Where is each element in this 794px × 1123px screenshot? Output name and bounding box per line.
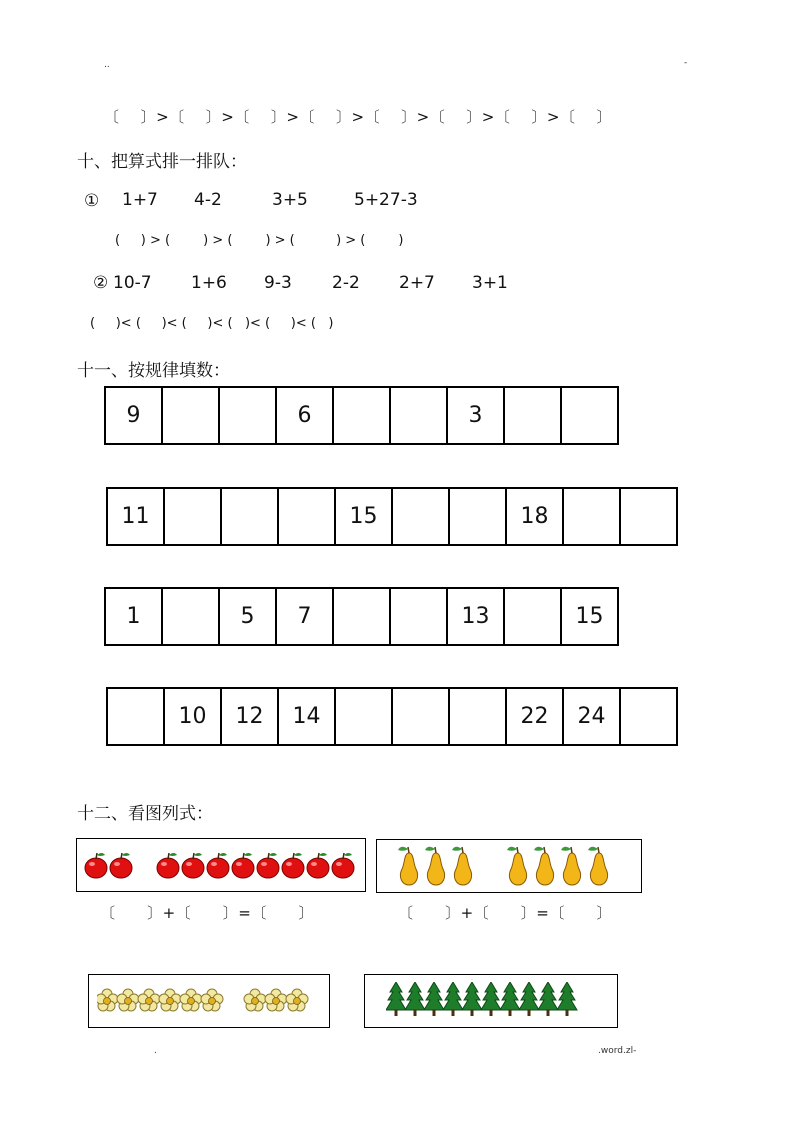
flower-icon: [138, 989, 160, 1011]
apple-icon: [182, 853, 204, 878]
tree-icon: [386, 982, 406, 1016]
sequence-row-4: [106, 687, 678, 746]
seq1-cell[interactable]: 9: [105, 387, 162, 444]
header-right-mark: -: [684, 58, 688, 68]
q1-blanks: ( ) > ( ) > ( ) > ( ) > ( ): [115, 233, 404, 248]
sequence-row-2: [106, 487, 678, 546]
pear-icon: [561, 847, 581, 885]
apple-icon: [307, 853, 329, 878]
seq3-cell[interactable]: [333, 588, 390, 645]
section11-title: 十一、按规律填数：: [77, 361, 230, 381]
seq1-cell[interactable]: [504, 387, 561, 444]
footer-right-text: .word.zl-: [598, 1046, 637, 1056]
section10-title: 十、把算式排一排队：: [77, 152, 247, 172]
tree-icon: [557, 982, 577, 1016]
tree-icon: [500, 982, 520, 1016]
seq4-cell[interactable]: [107, 688, 164, 745]
pear-icon: [398, 847, 418, 885]
sequence-row-3: [104, 587, 619, 646]
seq4-cell[interactable]: 12: [221, 688, 278, 745]
tree-icon: [538, 982, 558, 1016]
seq4-cell[interactable]: 22: [506, 688, 563, 745]
flower-icon: [117, 989, 139, 1011]
flower-icon: [180, 989, 202, 1011]
seq1-cell[interactable]: [561, 387, 618, 444]
seq4-cell[interactable]: [335, 688, 392, 745]
tree-icon: [405, 982, 425, 1016]
seq3-cell[interactable]: [504, 588, 561, 645]
flower-icon: [286, 989, 308, 1011]
tree-icon: [424, 982, 444, 1016]
seq4-cell[interactable]: 10: [164, 688, 221, 745]
q2-expr-5: 2+7: [399, 273, 435, 293]
q2-expr-6: 3+1: [472, 273, 508, 293]
q1-expr-2: 4-2: [194, 190, 222, 210]
trees-picture: [386, 982, 582, 1018]
seq2-cell[interactable]: [221, 488, 278, 545]
seq3-cell[interactable]: 15: [561, 588, 618, 645]
top-compare-row: 〔 〕>〔 〕>〔 〕>〔 〕>〔 〕>〔 〕>〔 〕>〔 〕: [104, 108, 613, 126]
sequence-row-1: [104, 386, 619, 445]
apple-icon: [282, 853, 304, 878]
pear-icon: [534, 847, 554, 885]
flower-icon: [265, 989, 287, 1011]
q2-expr-4: 2-2: [332, 273, 360, 293]
q1-expr-3: 3+5: [272, 190, 308, 210]
apples-picture: [84, 850, 362, 880]
seq1-cell[interactable]: [219, 387, 276, 444]
q1-expr-4: 5+27-3: [354, 190, 418, 210]
seq4-cell[interactable]: [620, 688, 677, 745]
apple-icon: [232, 853, 254, 878]
seq3-cell[interactable]: [390, 588, 447, 645]
seq2-cell[interactable]: [164, 488, 221, 545]
apple-icon: [85, 853, 107, 878]
seq1-cell[interactable]: 6: [276, 387, 333, 444]
apple-icon: [332, 853, 354, 878]
section12-title: 十二、看图列式：: [77, 804, 213, 824]
pears-picture: [396, 845, 619, 887]
seq2-cell[interactable]: [563, 488, 620, 545]
flower-icon: [97, 989, 118, 1011]
seq1-cell[interactable]: [162, 387, 219, 444]
q2-expr-3: 9-3: [264, 273, 292, 293]
seq3-cell[interactable]: [162, 588, 219, 645]
apple-icon: [257, 853, 279, 878]
seq3-cell[interactable]: 1: [105, 588, 162, 645]
flower-icon: [244, 989, 266, 1011]
footer-left-mark: .: [154, 1046, 157, 1056]
seq1-cell[interactable]: 3: [447, 387, 504, 444]
apple-icon: [207, 853, 229, 878]
seq4-cell[interactable]: [392, 688, 449, 745]
tree-icon: [481, 982, 501, 1016]
seq2-cell[interactable]: 15: [335, 488, 392, 545]
seq2-cell[interactable]: 18: [506, 488, 563, 545]
apple-icon: [157, 853, 179, 878]
flowers-picture: [97, 988, 314, 1012]
apples-equation: 〔 〕+〔 〕=〔 〕: [100, 904, 314, 922]
header-left-mark: ..: [104, 60, 110, 70]
seq3-cell[interactable]: 7: [276, 588, 333, 645]
seq4-cell[interactable]: 14: [278, 688, 335, 745]
apple-icon: [110, 853, 132, 878]
seq2-cell[interactable]: 11: [107, 488, 164, 545]
tree-icon: [443, 982, 463, 1016]
tree-icon: [462, 982, 482, 1016]
pear-icon: [507, 847, 527, 885]
pears-equation: 〔 〕+〔 〕=〔 〕: [398, 904, 612, 922]
seq1-cell[interactable]: [333, 387, 390, 444]
seq3-cell[interactable]: 5: [219, 588, 276, 645]
pear-icon: [452, 847, 472, 885]
seq2-cell[interactable]: [278, 488, 335, 545]
pear-icon: [588, 847, 608, 885]
seq4-cell[interactable]: [449, 688, 506, 745]
seq2-cell[interactable]: [620, 488, 677, 545]
flower-icon: [159, 989, 181, 1011]
seq2-cell[interactable]: [449, 488, 506, 545]
pear-icon: [425, 847, 445, 885]
flower-icon: [201, 989, 223, 1011]
tree-icon: [519, 982, 539, 1016]
q2-expr-1: 10-7: [113, 273, 152, 293]
q1-expr-1: 1+7: [122, 190, 158, 210]
seq3-cell[interactable]: 13: [447, 588, 504, 645]
q1-number: ①: [84, 191, 100, 211]
seq4-cell[interactable]: 24: [563, 688, 620, 745]
q2-blanks: ( )< ( )< ( )< ( )< ( )< ( ): [90, 316, 334, 331]
seq2-cell[interactable]: [392, 488, 449, 545]
q2-expr-2: 1+6: [191, 273, 227, 293]
seq1-cell[interactable]: [390, 387, 447, 444]
q2-number: ②: [93, 273, 109, 293]
